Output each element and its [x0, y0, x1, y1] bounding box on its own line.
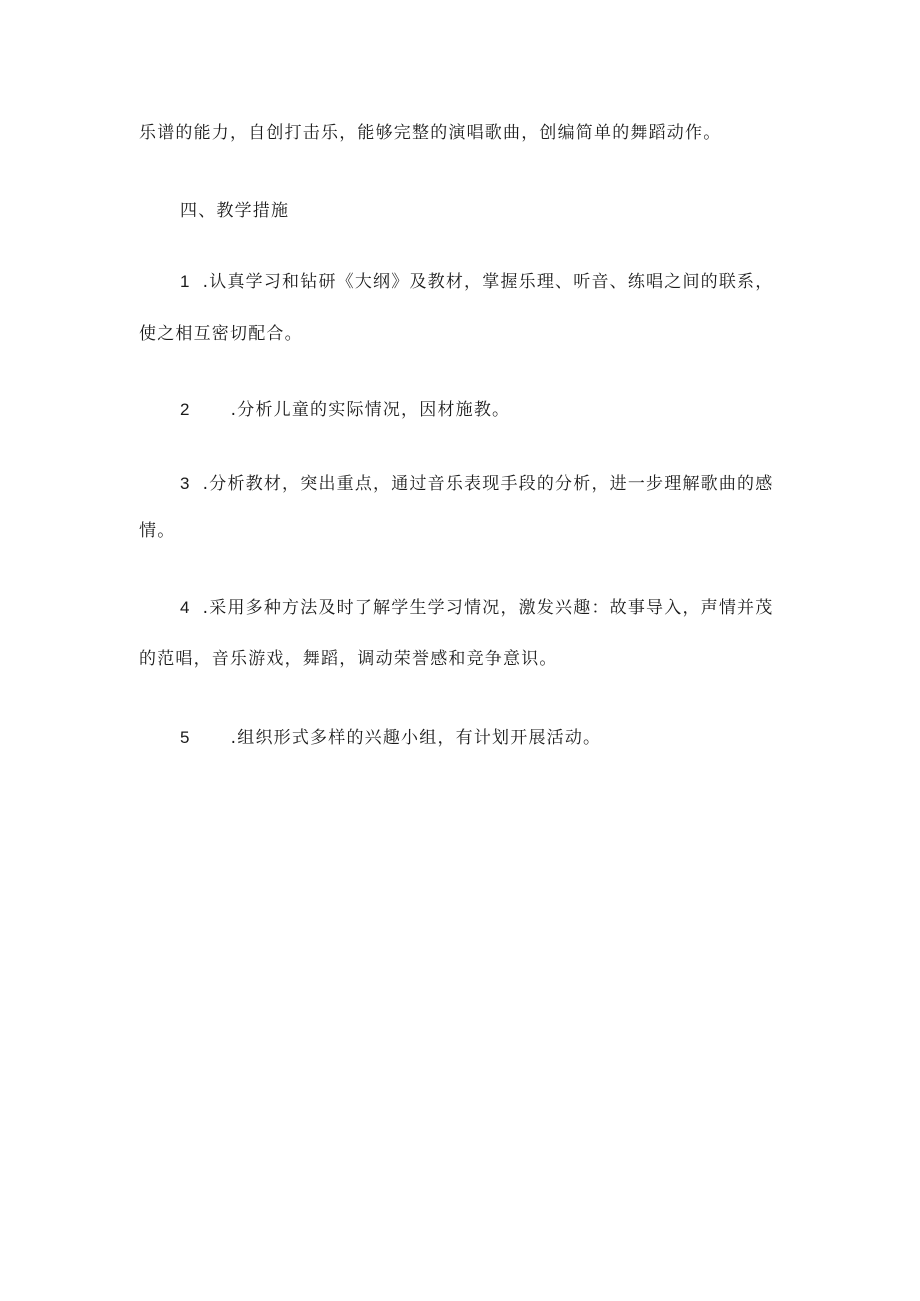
- list-item-number: 4: [180, 598, 191, 617]
- list-item-number: 5: [180, 728, 191, 747]
- list-item-1-line-1: [180, 270, 773, 294]
- list-item-5-line-1: [180, 726, 601, 750]
- list-item-text: .分析儿童的实际情况，因材施教。: [230, 400, 511, 420]
- list-item-number: 3: [180, 474, 191, 493]
- list-item-text: .认真学习和钻研《大纲》及教材，掌握乐理、听音、练唱之间的联系，: [202, 272, 774, 292]
- list-item-2-line-1: [180, 398, 510, 422]
- list-item-3-line-2: 情。: [139, 521, 176, 541]
- list-item-4-line-1: [180, 596, 773, 620]
- list-item-number: 1: [180, 272, 191, 291]
- list-item-3-line-1: [180, 472, 773, 496]
- paragraph-continuation: 乐谱的能力，自创打击乐，能够完整的演唱歌曲，创编简单的舞蹈动作。: [139, 123, 722, 143]
- list-item-1-line-2: 使之相互密切配合。: [139, 324, 303, 344]
- section-heading: 四、教学措施: [180, 201, 290, 221]
- list-item-4-line-2: 的范唱，音乐游戏，舞蹈，调动荣誉感和竞争意识。: [139, 649, 558, 669]
- list-item-number: 2: [180, 400, 191, 419]
- list-item-text: .分析教材，突出重点，通过音乐表现手段的分析，进一步理解歌曲的感: [202, 474, 774, 494]
- list-item-text: .组织形式多样的兴趣小组，有计划开展活动。: [230, 728, 602, 748]
- list-item-text: .采用多种方法及时了解学生学习情况，激发兴趣：故事导入，声情并茂: [202, 598, 774, 618]
